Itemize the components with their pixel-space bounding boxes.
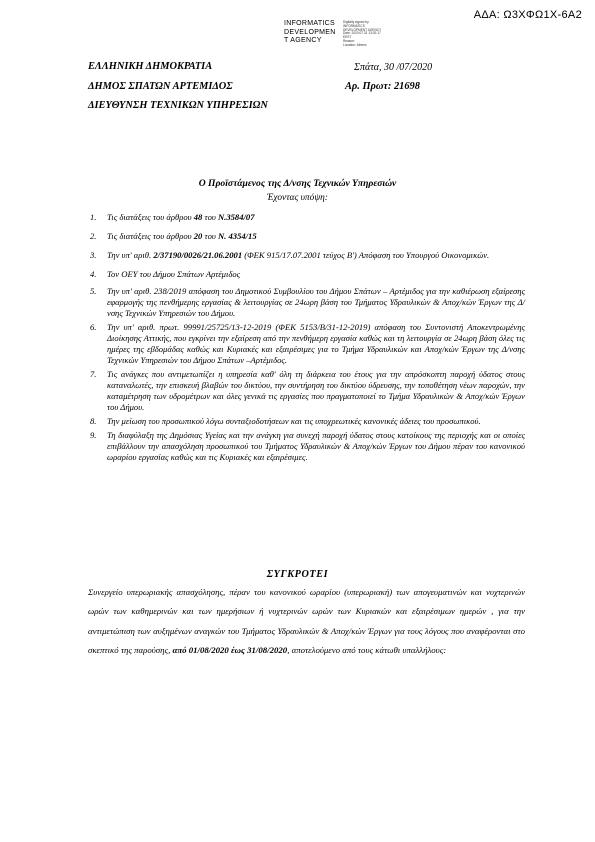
item-text: Τις διατάξεις του άρθρου — [107, 212, 194, 222]
logo-line: DEVELOPMEN — [284, 28, 336, 36]
item-number: 1. — [90, 212, 97, 222]
stamp-line: EEST — [343, 35, 352, 40]
stamp-line: Digitally signed by — [343, 20, 369, 24]
item-text: του — [202, 212, 218, 222]
item-number: 8. — [90, 416, 97, 426]
list-item — [90, 369, 525, 413]
logo-line: T AGENCY — [284, 37, 322, 44]
logo-line: INFORMATICS — [284, 20, 336, 27]
list-item — [90, 322, 525, 366]
ada-code: ΑΔΑ: Ω3ΧΦΩ1Χ-6Α2 — [473, 9, 582, 21]
item-text: (ΦΕΚ 915/17.07.2001 τεύχος Β') Απόφαση του Υπουργού Οικονομικών. — [242, 250, 490, 260]
item-bold: Ν. 4354/15 — [217, 231, 257, 241]
list-item — [90, 265, 525, 284]
item-number: 4. — [90, 269, 97, 279]
org-directorate: ΔΙΕΥΘΥΝΣΗ ΤΕΧΝΙΚΩΝ ΥΠΗΡΕΣΙΩΝ — [88, 100, 268, 111]
signature-stamp-text — [343, 21, 381, 48]
list-item — [90, 246, 525, 265]
document-title: Ο Προϊστάμενος της Δ/νσης Τεχνικών Υπηρεσιών — [198, 178, 397, 189]
protocol-number: Αρ. Πρωτ: 21698 — [345, 81, 420, 92]
item-text: Τις διατάξεις του άρθρου — [107, 231, 194, 241]
item-text: Τον ΟΕΥ του Δήμου Σπάτων Αρτέμιδος — [107, 269, 241, 279]
digital-signature-logo — [284, 20, 424, 50]
logo-wordmark — [284, 20, 336, 46]
stamp-line: Date: 2020.07.31 13:02:17 — [343, 31, 381, 36]
list-item — [90, 208, 525, 227]
item-text: του — [202, 231, 218, 241]
considerations-list — [90, 208, 525, 466]
item-text: Την υπ' αριθ. 238/2019 απόφαση του Δημοτικού Συμβουλίου του Δήμου Σπάτων – Αρτέμιδος για την καθιέρωση εξαίρεσης εφαρμογής της πενθήμερης εργασίας & λειτουργίας σε 24ωρη βάση του Τμήματος Υδραυλικών & Αποχ/κών Έργων της Δ/νσης Τεχνικών Υπηρεσιών του Δήμου. — [107, 286, 525, 318]
list-item — [90, 416, 525, 427]
item-bold: 2/37190/0026/21.06.2001 — [153, 250, 243, 260]
place-date: Σπάτα, 30 /07/2020 — [354, 62, 433, 73]
stamp-line: INFORMATICS — [343, 23, 365, 28]
item-bold: Ν.3584/07 — [217, 212, 255, 222]
decision-heading: ΣΥΓΚΡΟΤΕΙ — [266, 569, 329, 580]
item-text: Τη διαφύλαξη της Δημόσιας Υγείας και την ανάγκη για συνεχή παροχή ύδατος στους κατοίκους της περιοχής και οι οποίες επιβάλλουν την απασχόληση προσωπικού του Τμήματος Υδραυλικών & Αποχ/κών Έργων του Δήμου πέραν του κανονικού ωραρίου εργασίας καθώς και τις Κυριακές και εξαιρέσιμες. — [107, 430, 525, 462]
org-republic: ΕΛΛΗΝΙΚΗ ΔΗΜΟΚΡΑΤΙΑ — [88, 61, 213, 72]
org-municipality: ΔΗΜΟΣ ΣΠΑΤΩΝ ΑΡΤΕΜΙΔΟΣ — [88, 81, 233, 92]
list-item — [90, 227, 525, 246]
item-number: 2. — [90, 231, 97, 241]
stamp-line: Location: Athens — [343, 42, 367, 47]
item-number: 5. — [90, 286, 97, 296]
stamp-line: DEVELOPMENT AGENCY — [343, 27, 382, 32]
body-text: , αποτελούμενο από τους κάτωθι υπαλλήλους: — [287, 644, 447, 655]
item-text: Την υπ' αριθ. πρωτ. 99991/25725/13-12-2019 (ΦΕΚ 5153/Β/31-12-2019) απόφαση του Συντονιστή Αποκεντρωμένης Διοίκησης Αττικής, που εγκρίνει την εξαίρεση από την πενθήμερη εργασία καθώς και τη λειτουργία σε 24ωρη βάση όλες τις ημέρες της εβδομάδας καθώς και Κυριακές και εξαιρέσιμες για το Τμήμα Υδραυλικών και Αποχ/κών Έργων της Δ/νσης Τεχνικών Υπηρεσιών του Δήμου Σπάτων –Αρτέμιδος. — [107, 322, 525, 365]
body-period: από 01/08/2020 έως 31/08/2020 — [172, 644, 288, 655]
list-item — [90, 286, 525, 319]
item-text: Την μείωση του προσωπικού λόγω συνταξιοδοτήσεων και τις υποχρεωτικές κανονικές άδειες του προσωπικού. — [107, 416, 481, 426]
stamp-line: Reason: — [343, 38, 355, 43]
item-bold: 48 — [193, 212, 203, 222]
item-number: 6. — [90, 322, 97, 332]
item-text: Τις ανάγκες που αντιμετωπίζει η υπηρεσία καθ' όλη τη διάρκεια του έτους για την απρόσκοπτη παροχή ύδατος στους καταναλωτές, την επισκευή βλαβών του δικτύου, την συντήρηση του δικτύου ύδρευσης, την τοποθέτηση νέων παροχών, την καταμέτρηση των υδρομέτρων και όλες γενικά τις εργασίες που πραγματοποιεί το Τμήμα Υδραυλικών & Αποχ/κών Έργων του Δήμου. — [107, 369, 525, 412]
item-number: 9. — [90, 430, 97, 440]
item-number: 3. — [90, 250, 97, 260]
list-item — [90, 430, 525, 463]
decision-body — [88, 583, 525, 660]
item-text: Την υπ' αριθ. — [107, 250, 154, 260]
item-bold: 20 — [193, 231, 203, 241]
item-number: 7. — [90, 369, 97, 379]
body-text: Συνεργείο υπερωριακής απασχόλησης, πέραν του κανονικού ωραρίου (υπερωριακή) των απογευματινών και νυχτερινών ωρών των καθημερινών και των ημερήσιων ή νυχτερινών ωρών των Κυριακών και εξαιρέσιμων ημερών , για την αντιμετώπιση των αυξημένων αναγκών του Τμήματος Υδραυλικών & Αποχ/κών Έργων για τους λόγους που αναφέρονται στο σκεπτικό της παρούσης, — [88, 587, 525, 655]
intro-line: Έχοντας υπόψη: — [267, 193, 328, 203]
